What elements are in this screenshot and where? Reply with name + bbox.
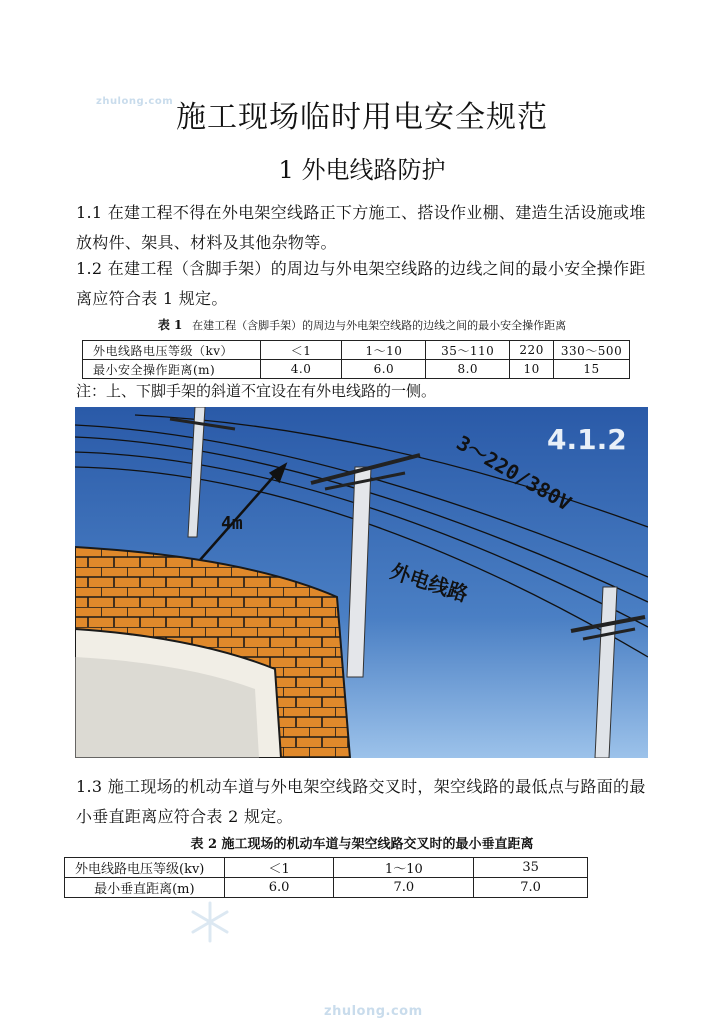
line-label: 外电线路: [387, 558, 471, 607]
table-1-caption: [0, 316, 724, 333]
table-2: [64, 857, 588, 898]
paragraph-1-1: 1.1 在建工程不得在外电架空线路正下方施工、搭设作业棚、建造生活设施或堆放构件、架具、材料及其他杂物等。: [76, 203, 646, 252]
table-2-cell: 7.0: [334, 878, 474, 898]
table-1-cell: 8.0: [426, 360, 510, 379]
table-row: [65, 878, 588, 898]
table-1-cell: ＜1: [260, 341, 342, 360]
paragraph-1-3: 1.3 施工现场的机动车道与外电架空线路交叉时，架空线路的最低点与路面的最小垂直距离应符合表 2 规定。: [76, 777, 646, 826]
table-2-row-label-voltage: 外电线路电压等级(kv): [65, 858, 225, 878]
table-row: [65, 858, 588, 878]
table-1-cell: 6.0: [342, 360, 426, 379]
page-title: 施工现场临时用电安全规范: [176, 100, 548, 135]
table-1-cell: 1～10: [342, 341, 426, 360]
table-2-row-label-distance: 最小垂直距离(m): [65, 878, 225, 898]
section-title: 1 外电线路防护: [278, 156, 446, 184]
table-1-row-label-voltage: 外电线路电压等级（kv）: [83, 341, 261, 360]
distance-label: 4m: [221, 513, 243, 534]
table-2-cell: 1～10: [334, 858, 474, 878]
table-2-cell: 35: [474, 858, 588, 878]
table-1-cell: 220: [510, 341, 554, 360]
table-2-cell: 7.0: [474, 878, 588, 898]
table-1-caption-text: 在建工程（含脚手架）的周边与外电架空线路的边线之间的最小安全操作距离: [192, 319, 567, 332]
table-1-row-label-distance: 最小安全操作距离(m): [83, 360, 261, 379]
snowflake-watermark-icon: [188, 900, 232, 948]
table-1: [82, 340, 630, 379]
table-1-caption-prefix: 表 1: [157, 318, 183, 332]
table-2-cell: 6.0: [224, 878, 334, 898]
figure-badge: 4.1.2: [547, 423, 627, 456]
table-row: [83, 341, 630, 360]
table-1-cell: 10: [510, 360, 554, 379]
table-row: [83, 360, 630, 379]
watermark-bottom: zhulong.com: [324, 1004, 423, 1019]
table-1-cell: 4.0: [260, 360, 342, 379]
voltage-label: 3～220/380V: [452, 430, 576, 516]
power-line-illustration: [75, 407, 648, 758]
table-1-note: 注：上、下脚手架的斜道不宜设在有外电线路的一侧。: [76, 382, 437, 400]
table-1-cell: 15: [554, 360, 630, 379]
table-1-cell: 330～500: [554, 341, 630, 360]
watermark-top: zhulong.com: [96, 96, 174, 107]
table-2-caption: 表 2 施工现场的机动车道与架空线路交叉时的最小垂直距离: [190, 837, 534, 852]
table-2-cell: ＜1: [224, 858, 334, 878]
paragraph-1-2: 1.2 在建工程（含脚手架）的周边与外电架空线路的边线之间的最小安全操作距离应符合表 1 规定。: [76, 259, 646, 308]
table-1-cell: 35～110: [426, 341, 510, 360]
